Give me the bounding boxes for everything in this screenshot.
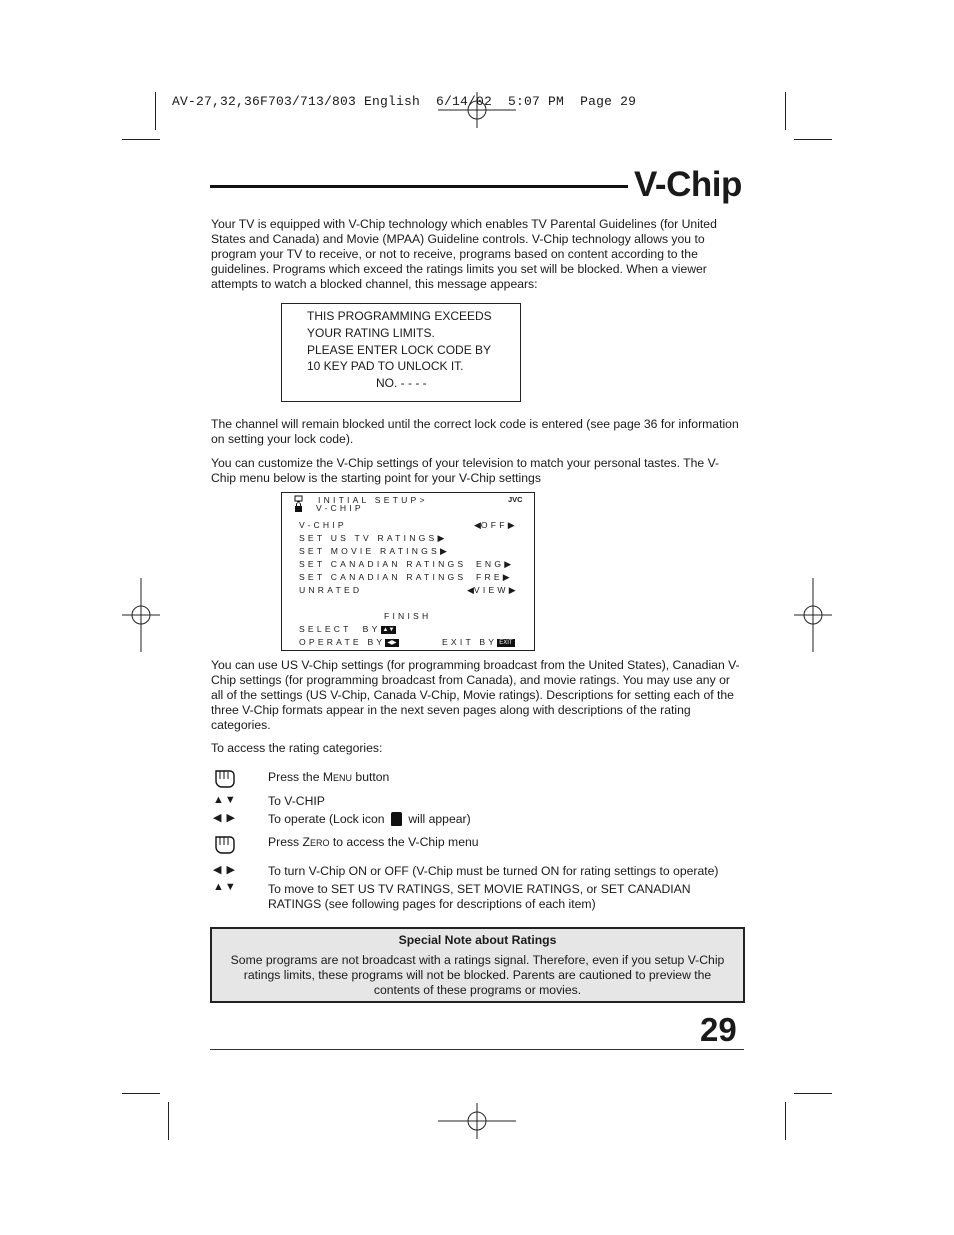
tv-icon [294, 495, 303, 503]
message-line: PLEASE ENTER LOCK CODE BY [307, 343, 492, 357]
message-line: THIS PROGRAMMING EXCEEDS [307, 309, 492, 323]
menu-header: INITIAL SETUP [318, 495, 420, 505]
right-arrow-icon: ▶ [502, 572, 510, 582]
up-down-arrow-icon: ▲▼ [213, 794, 237, 806]
page-number: 29 [700, 1011, 737, 1048]
blocked-paragraph: The channel will remain blocked until the correct lock code is entered (see page 36 for information on setting your lock code). [211, 417, 739, 446]
note-body: Some programs are not broadcast with a ratings signal. Therefore, even if you setup V-Chip ratings limits, these programs will not be blocked. Parents are cautioned to preview the contents of these programs or movies. [230, 953, 725, 997]
registration-mark-icon [438, 1103, 516, 1139]
left-right-key-icon: ◀▶ [387, 639, 397, 646]
left-right-arrow-icon: ◀ ▶ [213, 812, 236, 824]
crop-mark [785, 92, 786, 130]
menu-item-movie-ratings[interactable]: SET MOVIE RATINGS▶ [299, 546, 447, 556]
settings-paragraph: You can use US V-Chip settings (for programming broadcast from the United States), Canadian V-Chip settings (for programming broadcast from Canada), and movie ratings. You may use any or all of the settings (US V-Chip, Canada V-Chip, Movie ratings). Descriptions for setting each of the three V-Chip formats appear in the next seven pages along with descriptions of the rating categories. [211, 658, 740, 732]
menu-exit-hint: EXIT BY EXIT [442, 637, 513, 647]
crop-mark [155, 92, 156, 130]
vchip-menu-screen [281, 492, 535, 651]
up-down-arrow-icon: ▲▼ [213, 881, 237, 893]
menu-operate-hint: OPERATE BY ◀▶ [299, 637, 397, 647]
note-title: Special Note about Ratings [398, 933, 557, 947]
right-arrow-icon: ▶ [440, 546, 447, 556]
step-move-ratings: To move to SET US TV RATINGS, SET MOVIE RATINGS, or SET CANADIAN RATINGS (see following pages for descriptions of each item) [268, 882, 691, 911]
step-operate: To operate (Lock icon will appear) [268, 812, 471, 826]
lock-icon [294, 503, 303, 512]
menu-value-vchip: ◀OFF▶ [474, 520, 515, 530]
step-to-vchip: To V-CHIP [268, 794, 325, 808]
crop-mark [785, 1102, 786, 1140]
customize-paragraph: You can customize the V-Chip settings of your television to match your personal tastes. The V-Chip menu below is the starting point for your V-Chip settings [211, 456, 720, 485]
menu-item-vchip[interactable]: V-CHIP [299, 520, 347, 530]
crop-mark [794, 1093, 832, 1094]
menu-value-unrated: ◀VIEW▶ [467, 585, 516, 595]
menu-submenu: V-CHIP [316, 503, 364, 513]
hand-remote-icon [213, 834, 237, 856]
hand-remote-icon [213, 768, 237, 790]
registration-mark-icon [122, 578, 160, 652]
right-arrow-icon: ▶ [507, 520, 515, 530]
crop-mark [168, 1102, 169, 1140]
page-title: V-Chip [634, 165, 742, 204]
crop-mark [122, 139, 160, 140]
left-right-arrow-icon: ◀ ▶ [213, 864, 236, 876]
special-note-box [210, 927, 745, 1003]
bottom-rule [210, 1049, 744, 1050]
print-slug: AV-27,32,36F703/713/803 English 6/14/02 5:07 PM Page 29 [172, 94, 637, 109]
jvc-logo: JVC [508, 495, 523, 504]
message-line: YOUR RATING LIMITS. [307, 326, 435, 340]
step-toggle-vchip: To turn V-Chip ON or OFF (V-Chip must be turned ON for rating settings to operate) [268, 864, 719, 878]
blocked-message-box [281, 303, 521, 402]
message-line: NO. - - - - [376, 376, 427, 390]
menu-item-canadian-fre[interactable]: SET CANADIAN RATINGS [299, 572, 467, 582]
right-arrow-icon: ▶ [508, 585, 516, 595]
menu-item-canadian-eng[interactable]: SET CANADIAN RATINGS [299, 559, 467, 569]
step-press-zero: Press ZERO to access the V-Chip menu [268, 835, 479, 849]
menu-item-unrated[interactable]: UNRATED [299, 585, 363, 595]
menu-item-finish[interactable]: FINISH [384, 611, 432, 621]
exit-key-icon: EXIT [499, 639, 513, 646]
menu-item-us-tv-ratings[interactable]: SET US TV RATINGS▶ [299, 533, 445, 543]
title-rule [210, 185, 628, 188]
menu-select-hint: SELECT BY ▲▼ [299, 624, 395, 634]
left-arrow-icon: ◀ [467, 585, 474, 595]
step-press-menu: Press the MENU button [268, 770, 390, 784]
intro-paragraph: Your TV is equipped with V-Chip technology which enables TV Parental Guidelines (for United States and Canada) and Movie (MPAA) Guideline controls. V-Chip technology allows you to program your TV to receive, or not to receive, programs based on content according to the guidelines. Programs which exceed the ratings limits you set will be blocked. When a viewer attempts to watch a blocked channel, this message appears: [211, 217, 717, 291]
menu-value-canadian-fre: FRE▶ [476, 572, 510, 582]
menu-value-canadian-eng: ENG▶ [476, 559, 512, 569]
registration-mark-icon [794, 578, 832, 652]
access-intro: To access the rating categories: [211, 741, 383, 755]
lock-icon [391, 812, 402, 826]
crop-mark [794, 139, 832, 140]
menu-header-arrow: > [419, 495, 428, 505]
up-down-key-icon: ▲▼ [382, 626, 395, 633]
crop-mark [122, 1093, 160, 1094]
right-arrow-icon: ▶ [504, 559, 512, 569]
right-arrow-icon: ▶ [437, 533, 445, 543]
left-arrow-icon: ◀ [474, 520, 481, 530]
message-line: 10 KEY PAD TO UNLOCK IT. [307, 359, 464, 373]
